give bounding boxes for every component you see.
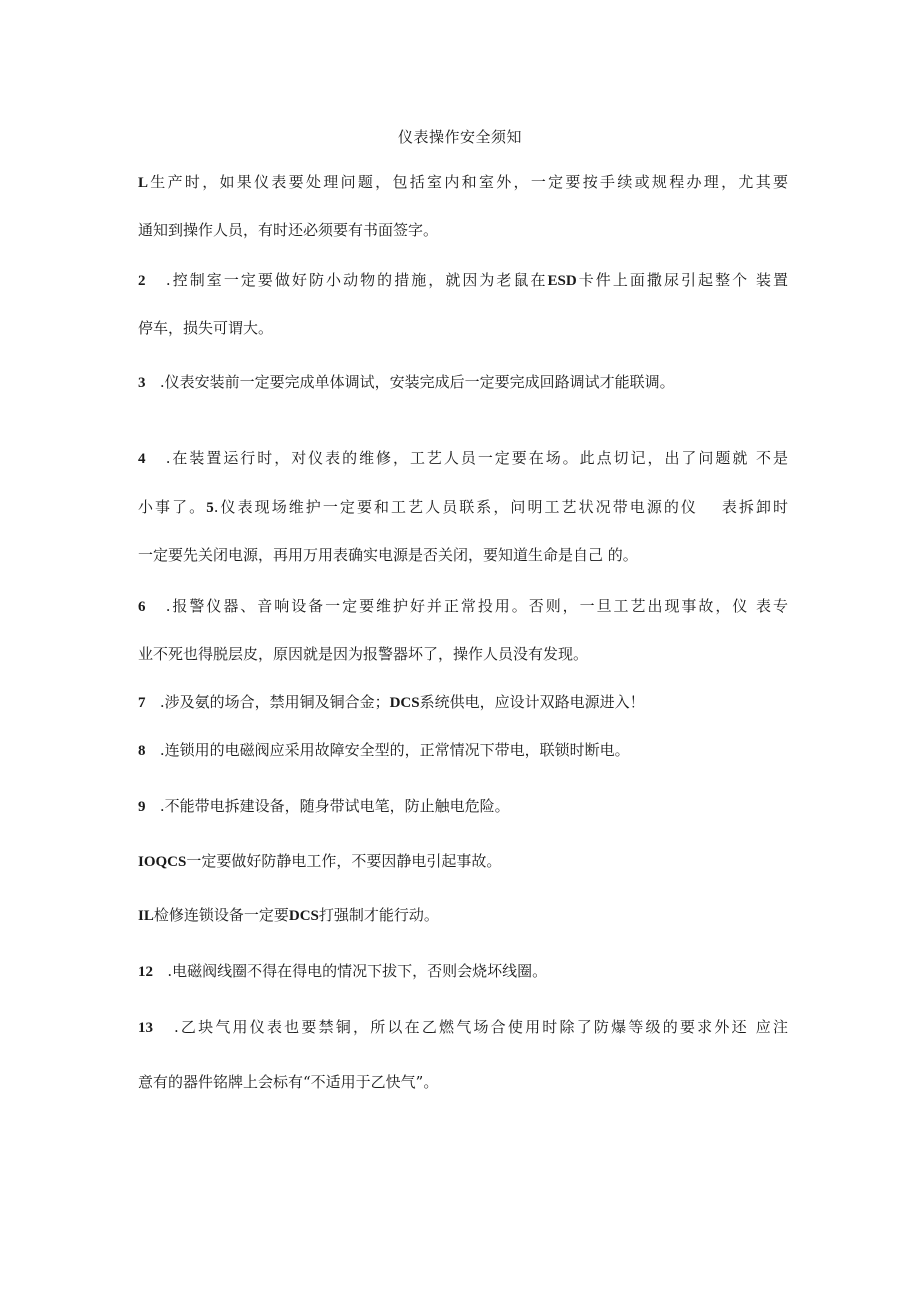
paragraph-line bbox=[138, 497, 788, 518]
paragraph-line bbox=[138, 318, 788, 338]
paragraph-line bbox=[138, 448, 788, 469]
item-number: 5 bbox=[206, 500, 214, 516]
item-text: 生产时，如果仪表要处理问题，包括室内和室外，一定要按手续或规程办理，尤其要 bbox=[148, 173, 788, 191]
item-text: 检修连锁设备一定要 bbox=[153, 906, 289, 924]
document-title: 仪表操作安全须知 bbox=[397, 128, 522, 146]
paragraph-line bbox=[138, 1017, 788, 1038]
paragraph-line bbox=[138, 596, 788, 617]
item-number: 4 bbox=[138, 451, 146, 467]
bold-term: DCS bbox=[389, 695, 420, 711]
item-text: 意有的器件铭牌上会标有“不适用于乙快气”。 bbox=[138, 1073, 439, 1091]
item-text: .报警仪器、音响设备一定要维护好并正常投用。否则，一旦工艺出现事故，仪 表专 bbox=[165, 597, 788, 615]
item-text: 小事了。 bbox=[138, 498, 207, 516]
item-text: .仪表现场维护一定要和工艺人员联系，问明工艺状况带电源的仪 表拆卸时 bbox=[213, 498, 788, 516]
paragraph-line bbox=[138, 545, 788, 565]
item-text: .控制室一定要做好防小动物的措施，就因为老鼠在 bbox=[165, 271, 548, 289]
item-text: 系统供电，应设计双路电源进入！ bbox=[419, 693, 645, 711]
bold-term: DCS bbox=[288, 908, 319, 924]
paragraph-line bbox=[138, 905, 788, 926]
paragraph-line bbox=[138, 644, 788, 664]
item-text: .乙块气用仪表也要禁铜，所以在乙燃气场合使用时除了防爆等级的要求外还 应注 bbox=[173, 1018, 788, 1036]
item-number: IOQCS bbox=[138, 854, 187, 870]
item-text: 卡件上面撒尿引起整个 装置 bbox=[576, 271, 788, 289]
item-number: 6 bbox=[138, 599, 146, 615]
item-text: 停车，损失可谓大。 bbox=[138, 319, 274, 337]
paragraph-line bbox=[138, 172, 788, 193]
item-number: 8 bbox=[138, 743, 146, 759]
item-number: 3 bbox=[138, 375, 146, 391]
bold-term: ESD bbox=[547, 273, 577, 289]
item-number: 9 bbox=[138, 799, 146, 815]
paragraph-line bbox=[138, 692, 788, 713]
item-text: .涉及氨的场合，禁用铜及铜合金； bbox=[159, 693, 390, 711]
item-number: 7 bbox=[138, 695, 146, 711]
paragraph-line bbox=[138, 220, 788, 240]
item-text: .连锁用的电磁阀应采用故障安全型的，正常情况下带电，联锁时断电。 bbox=[159, 741, 630, 759]
item-number: L bbox=[138, 175, 149, 191]
item-text: 打强制才能行动。 bbox=[318, 906, 439, 924]
paragraph-line bbox=[138, 961, 788, 982]
paragraph-line bbox=[138, 796, 788, 817]
item-text: 一定要先关闭电源，再用万用表确实电源是否关闭，要知道生命是自己 的。 bbox=[138, 546, 638, 564]
item-number: 13 bbox=[138, 1020, 153, 1036]
paragraph-line bbox=[138, 270, 788, 291]
paragraph-line bbox=[138, 1072, 788, 1092]
paragraph-line bbox=[138, 851, 788, 872]
paragraph-line bbox=[138, 372, 788, 393]
item-number: 2 bbox=[138, 273, 146, 289]
item-text: .电磁阀线圈不得在得电的情况下拔下，否则会烧坏线圈。 bbox=[167, 962, 548, 980]
item-text: 通知到操作人员，有时还必须要有书面签字。 bbox=[138, 221, 439, 239]
item-text: 一定要做好防静电工作，不要因静电引起事故。 bbox=[186, 852, 502, 870]
item-number: IL bbox=[138, 908, 154, 924]
item-text: .不能带电拆建设备，随身带试电笔，防止触电危险。 bbox=[159, 797, 510, 815]
item-text: .在装置运行时，对仪表的维修，工艺人员一定要在场。此点切记，出了问题就 不是 bbox=[165, 449, 788, 467]
item-text: .仪表安装前一定要完成单体调试，安装完成后一定要完成回路调试才能联调。 bbox=[159, 373, 675, 391]
item-text: 业不死也得脱层皮，原因就是因为报警器坏了，操作人员没有发现。 bbox=[138, 645, 589, 663]
item-number: 12 bbox=[138, 964, 153, 980]
paragraph-line bbox=[138, 740, 788, 761]
